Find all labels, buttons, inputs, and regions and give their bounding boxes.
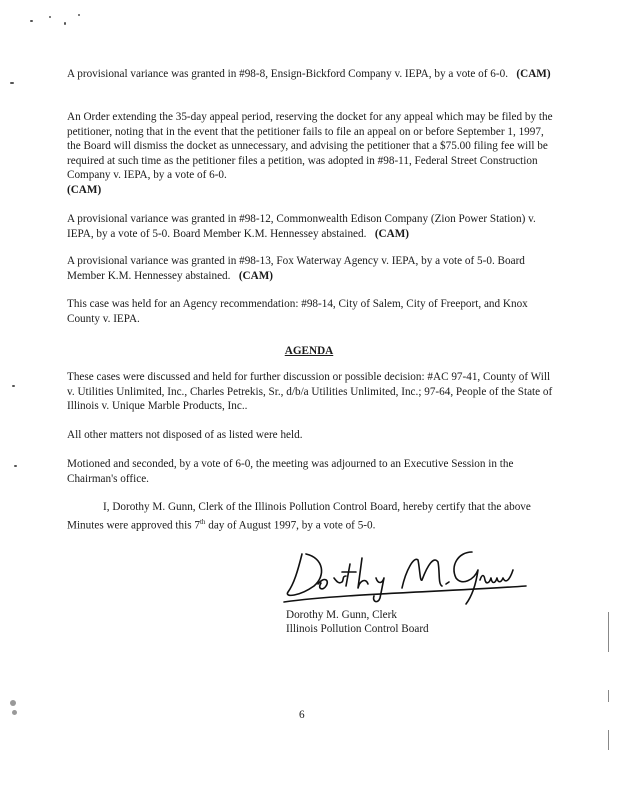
paragraph-other-matters: All other matters not disposed of as listed were held.	[67, 429, 303, 441]
cam-tag: (CAM)	[374, 227, 409, 240]
paragraph-fox-waterway: A provisional variance was granted in #98-13, Fox Waterway Agency v. IEPA, by a vote of 5-0. Board Member K.M. Hennessey abstained. (CAM)	[67, 255, 525, 282]
scan-edge-mark	[608, 690, 609, 702]
scan-speck	[12, 710, 17, 715]
scan-speck	[10, 700, 16, 706]
scan-speck	[64, 22, 66, 25]
cam-tag: (CAM)	[238, 269, 273, 282]
scan-edge-mark	[608, 730, 609, 750]
cam-tag: (CAM)	[67, 183, 102, 196]
paragraph-certification: I, Dorothy M. Gunn, Clerk of the Illinois Pollution Control Board, hereby certify that the above Minutes were approved this 7th day of August 1997, by a vote of 5-0.	[67, 501, 531, 532]
board-name: Illinois Pollution Control Board	[286, 623, 429, 635]
scan-edge-mark	[608, 612, 609, 652]
cam-tag: (CAM)	[516, 68, 551, 80]
paragraph-commonwealth-edison: A provisional variance was granted in #98-12, Commonwealth Edison Company (Zion Power Station) v. IEPA, by a vote of 5-0. Board Member K.M. Hennessey abstained. (CAM)	[67, 213, 536, 240]
signature-block	[286, 608, 429, 636]
paragraph-city-of-salem: This case was held for an Agency recommendation: #98-14, City of Salem, City of Freeport, and Knox County v. IEPA.	[67, 298, 528, 325]
scan-speck	[12, 385, 15, 387]
page-number: 6	[299, 709, 305, 721]
handwritten-signature	[280, 540, 540, 610]
paragraph-held-cases: These cases were discussed and held for further discussion or possible decision: #AC 97-41, County of Will v. Utilities Unlimited, Inc., Charles Petrekis, Sr., d/b/a Utilities Unlimited, Inc.; 97-64, People of the State of Illinois v. Unique Marble Products, Inc..	[67, 371, 553, 413]
paragraph-ensign-bickford: A provisional variance was granted in #98-8, Ensign-Bickford Company v. IEPA, by a vote of 6-0. (CAM)	[67, 68, 551, 80]
paragraph-adjournment: Motioned and seconded, by a vote of 6-0, the meeting was adjourned to an Executive Session in the Chairman's office.	[67, 458, 514, 485]
paragraph-federal-street: An Order extending the 35-day appeal period, reserving the docket for any appeal which may be filed by the petitioner, noting that in the event that the petitioner fails to file an appeal on or before September 1, 1997, the Board will dismiss the docket as unnecessary, and advising the petitioner that a $75.00 filing fee will be required at such time as the petitioner files a petition, was adopted in #98-11, Federal Street Construction Company v. IEPA, by a vote of 6-0. (CAM)	[67, 111, 553, 196]
scan-speck	[14, 465, 17, 467]
scan-speck	[10, 82, 14, 84]
scan-speck	[30, 20, 33, 22]
scan-speck	[49, 16, 51, 18]
scan-speck	[78, 14, 80, 16]
agenda-heading: AGENDA	[284, 345, 334, 357]
clerk-name: Dorothy M. Gunn, Clerk	[286, 609, 397, 621]
